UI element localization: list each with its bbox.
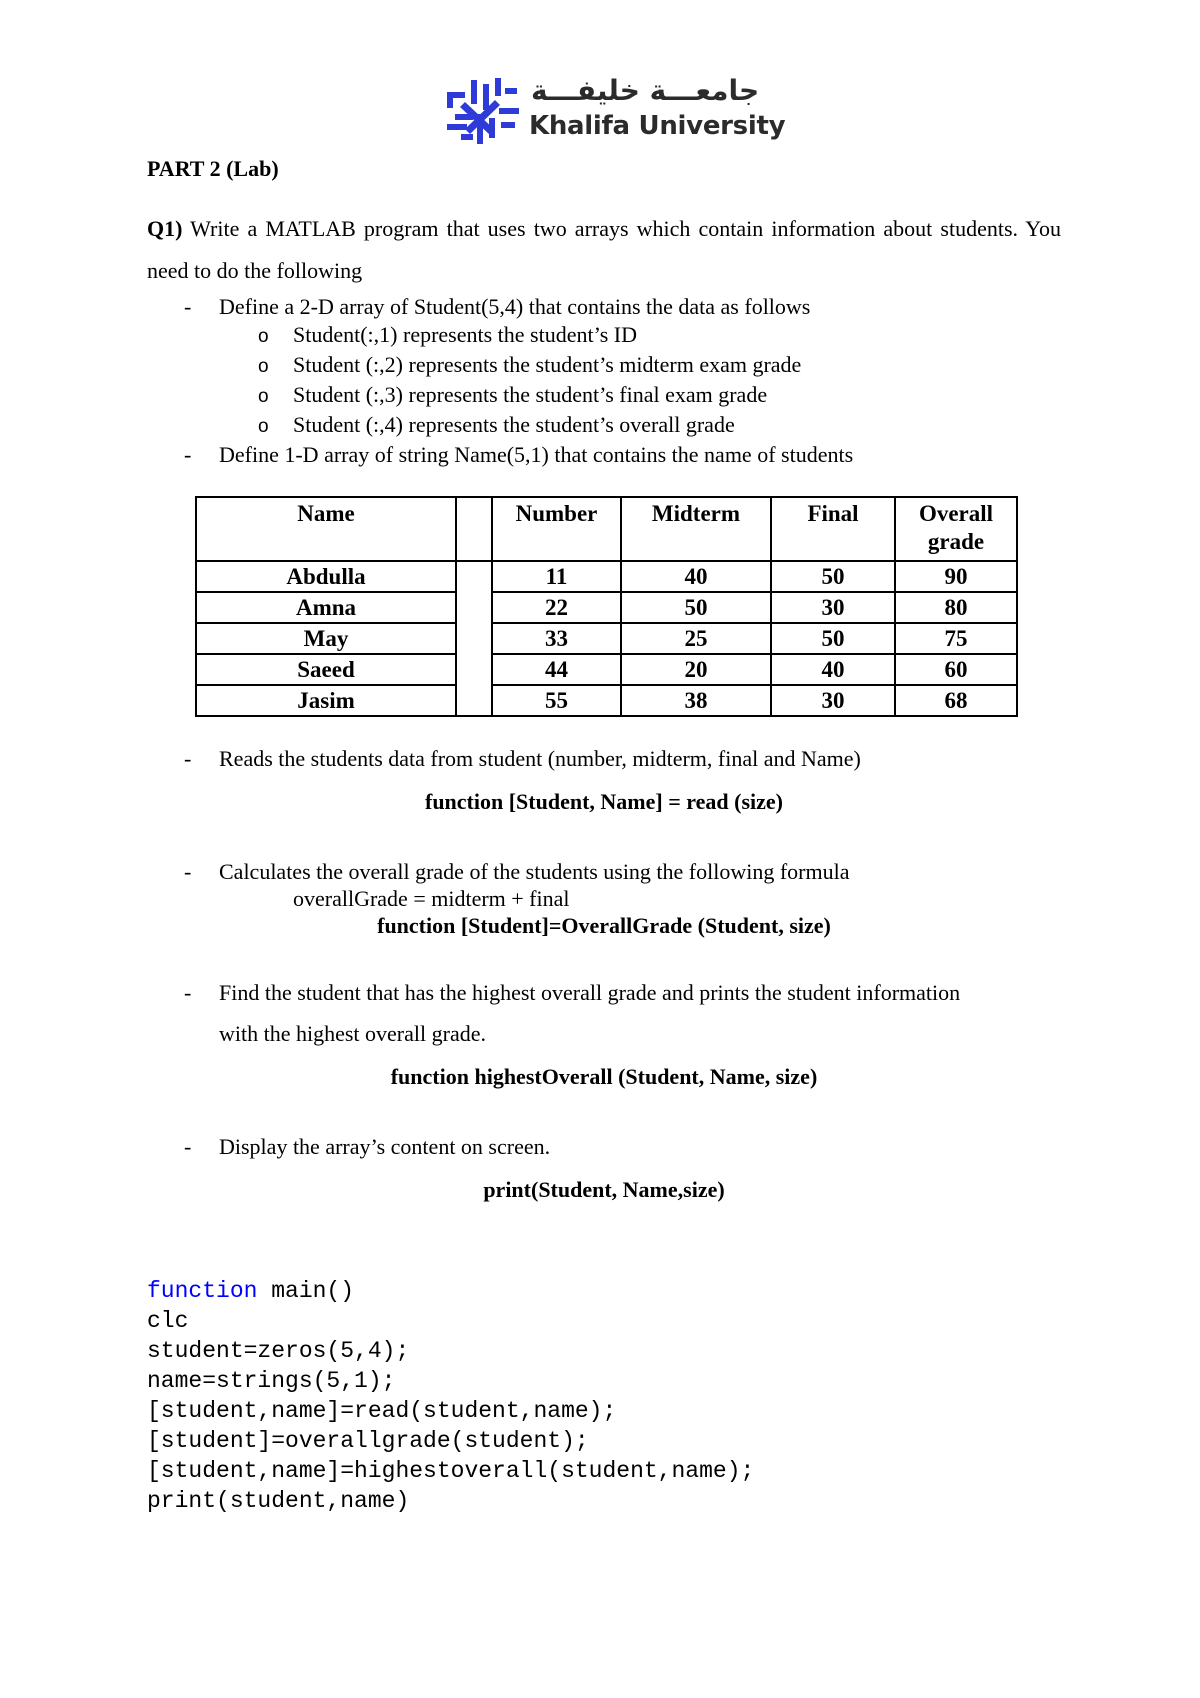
task-read-text: Reads the students data from student (number, midterm, final and Name): [219, 746, 861, 771]
khalifa-emblem-icon: [443, 74, 523, 150]
cell-number: 11: [492, 561, 621, 592]
cell-midterm: 25: [621, 623, 771, 654]
task-display-function: print(Student, Name,size): [483, 1177, 725, 1202]
sub-bullet-overall: Student (:,4) represents the student’s overall grade: [293, 412, 735, 437]
code-line: name=strings(5,1);: [147, 1368, 396, 1394]
cell-overall: 75: [895, 623, 1017, 654]
table-row: [196, 561, 1017, 592]
cell-midterm: 38: [621, 685, 771, 716]
university-name-arabic: جامعـــة خليفـــة: [531, 74, 760, 107]
cell-overall: 68: [895, 685, 1017, 716]
code-line: clc: [147, 1308, 189, 1334]
code-line: [student,name]=highestoverall(student,name);: [147, 1458, 755, 1484]
code-line: student=zeros(5,4);: [147, 1338, 410, 1364]
cell-overall: 80: [895, 592, 1017, 623]
cell-number: 33: [492, 623, 621, 654]
cell-final: 50: [771, 623, 895, 654]
cell-name: Amna: [196, 592, 456, 623]
dash-marker: -: [184, 746, 192, 771]
cell-name: Abdulla: [196, 561, 456, 592]
question-paragraph: [147, 208, 1061, 292]
dash-marker: -: [184, 859, 192, 884]
table-row: [196, 685, 1017, 716]
cell-number: 44: [492, 654, 621, 685]
cell-midterm: 20: [621, 654, 771, 685]
dash-marker: -: [184, 980, 192, 1005]
table-header-row: [196, 497, 1017, 561]
dash-marker: -: [184, 442, 192, 467]
header-overall: Overall grade: [895, 497, 1017, 561]
spacer-cell: [456, 561, 492, 716]
code-main-signature: main(): [257, 1278, 355, 1304]
header-number: Number: [492, 497, 621, 561]
task-read-function: function [Student, Name] = read (size): [425, 789, 783, 814]
sub-bullet-marker: o: [258, 326, 269, 347]
header-final: Final: [771, 497, 895, 561]
cell-overall: 90: [895, 561, 1017, 592]
task-overall-formula: overallGrade = midterm + final: [293, 886, 570, 911]
sub-bullet-id: Student(:,1) represents the student’s ID: [293, 322, 637, 347]
code-line: [student]=overallgrade(student);: [147, 1428, 589, 1454]
cell-name: Saeed: [196, 654, 456, 685]
header-spacer: [456, 497, 492, 561]
code-keyword-function: function: [147, 1278, 258, 1304]
question-text: Write a MATLAB program that uses two arrays which contain information about students. You need to do the following: [147, 216, 1061, 283]
table-row: [196, 623, 1017, 654]
part-title: PART 2 (Lab): [147, 156, 279, 181]
task-highest-text-2: with the highest overall grade.: [219, 1021, 486, 1046]
header-midterm: Midterm: [621, 497, 771, 561]
cell-name: Jasim: [196, 685, 456, 716]
dash-marker: -: [184, 1134, 192, 1159]
bullet-define-1d: Define 1-D array of string Name(5,1) that contains the name of students: [219, 442, 854, 467]
cell-midterm: 50: [621, 592, 771, 623]
code-line-1: [147, 1276, 354, 1306]
table-row: [196, 592, 1017, 623]
task-overall-text: Calculates the overall grade of the students using the following formula: [219, 859, 850, 884]
cell-overall: 60: [895, 654, 1017, 685]
sub-bullet-marker: o: [258, 386, 269, 407]
cell-midterm: 40: [621, 561, 771, 592]
sub-bullet-marker: o: [258, 416, 269, 437]
table-row: [196, 654, 1017, 685]
bullet-define-2d: Define a 2-D array of Student(5,4) that contains the data as follows: [219, 294, 811, 319]
header-name: Name: [196, 497, 456, 561]
code-line: print(student,name): [147, 1488, 410, 1514]
cell-final: 30: [771, 592, 895, 623]
student-table: [195, 496, 1018, 717]
code-line: [student,name]=read(student,name);: [147, 1398, 617, 1424]
task-display-text: Display the array’s content on screen.: [219, 1134, 551, 1159]
cell-number: 22: [492, 592, 621, 623]
question-label: Q1): [147, 216, 183, 241]
cell-final: 30: [771, 685, 895, 716]
cell-final: 40: [771, 654, 895, 685]
task-highest-function: function highestOverall (Student, Name, size): [390, 1064, 818, 1089]
university-name: Khalifa University: [529, 111, 786, 141]
cell-name: May: [196, 623, 456, 654]
cell-number: 55: [492, 685, 621, 716]
sub-bullet-midterm: Student (:,2) represents the student’s midterm exam grade: [293, 352, 802, 377]
sub-bullet-marker: o: [258, 356, 269, 377]
cell-final: 50: [771, 561, 895, 592]
sub-bullet-final: Student (:,3) represents the student’s final exam grade: [293, 382, 768, 407]
university-logo: [443, 74, 786, 150]
task-overall-function: function [Student]=OverallGrade (Student, size): [377, 913, 831, 938]
task-highest-text-1: Find the student that has the highest overall grade and prints the student information: [219, 980, 961, 1005]
dash-marker: -: [184, 294, 192, 319]
